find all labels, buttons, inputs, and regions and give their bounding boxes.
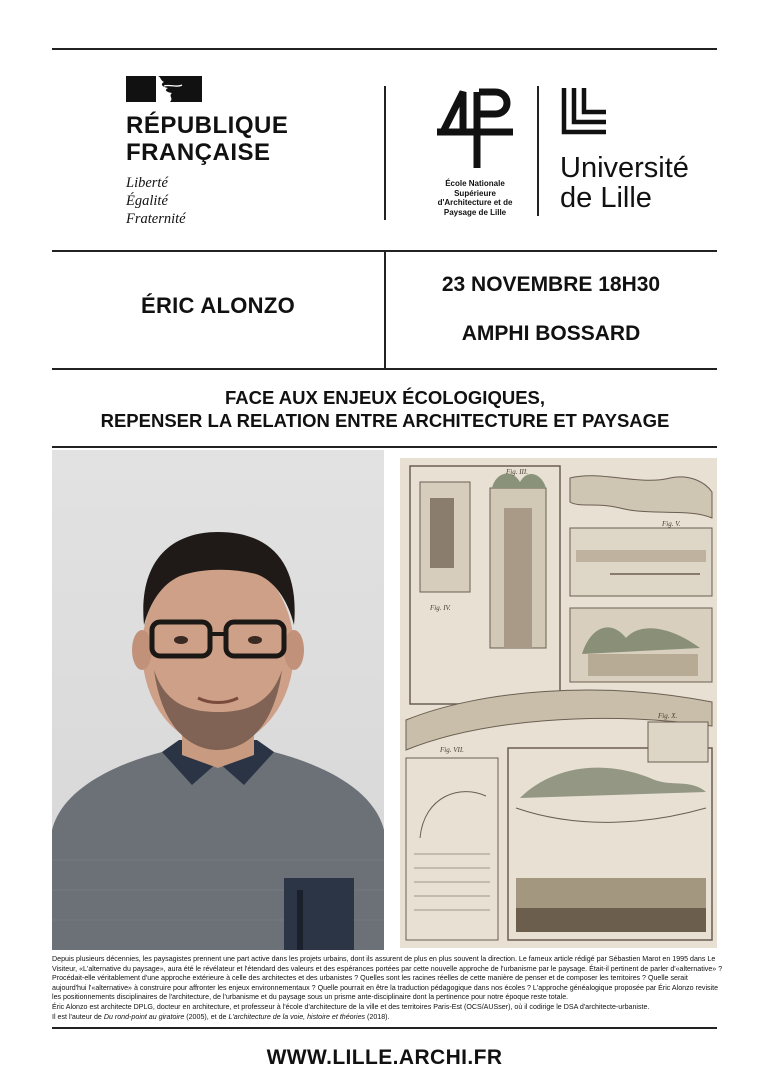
speaker-name: ÉRIC ALONZO: [140, 293, 296, 318]
event-venue: AMPHI BOSSARD: [461, 322, 641, 345]
engraving-fig10: Fig. X.: [658, 712, 678, 720]
engraving-fig5: Fig. V.: [662, 520, 681, 528]
website-link[interactable]: WWW.LILLE.ARCHI.FR: [266, 1046, 503, 1069]
motto-liberte: Liberté: [126, 175, 168, 191]
talk-title-line1: FACE AUX ENJEUX ÉCOLOGIQUES,: [224, 387, 546, 408]
ensap-line3: d'Architecture et de: [437, 198, 513, 207]
marianne-profile-icon: [158, 76, 202, 102]
description-paragraph-1: Depuis plusieurs décennies, les paysagistes prennent une part active dans les projets urbains, dont ils assurent de plus en plus souvent la direction. Le fameux article rédigé par Sébastien Marot en 1995 dans Le Visiteur, «L'alternative du paysage», aura été le révélateur et l'étendard des valeurs et des espérances portées par cette nouvelle approche de l'urbanisme par le paysage. Était-il pertinent de parler d'«alternative» ? Procédait-elle véritablement d'une approche extérieure à celle des architectes et des urbanistes ? Quelles sont les racines réelles de cette manière de penser et de composer les territoires ? Quelle serait aujourd'hui l'«alternative» à construire pour affronter les enjeux environnementaux ? Quelle pourrait en être la traduction pédagogique dans nos écoles ? L'approche généalogique proposée par Éric Alonzo revisite les positionnements disciplinaires de l'architecture, de l'urbanisme et du paysage sous un prisme ante-disciplinaire dont la pertinence pour notre époque reste totale.: [52, 955, 723, 1002]
ensap-line4: Paysage de Lille: [443, 207, 507, 217]
bio-text-mid: (2005), et de: [184, 1012, 229, 1021]
republique-francaise-logo: [126, 76, 346, 228]
ensap-line1: École Nationale: [445, 179, 505, 188]
engraving-illustration: [400, 458, 717, 948]
speaker-portrait: [52, 450, 384, 950]
talk-title: [40, 386, 730, 432]
title-bottom-rule: [52, 446, 717, 448]
description-paragraph-2: Éric Alonzo est architecte DPLG, docteur en architecture, et professeur à l'école d'architecture de la ville et des territoires Paris-Est (OCS/AUSser), où il codirige le DSA d'architecte-urbaniste.: [52, 1002, 650, 1011]
event-divider: [384, 251, 386, 368]
ulille-line2: de Lille: [560, 182, 652, 214]
description: [52, 955, 724, 1022]
ulille-line1: Université: [560, 152, 689, 184]
bio-text-pre: Il est l'auteur de: [52, 1012, 104, 1021]
book-title-2: L'architecture de la voie, histoire et théories: [228, 1012, 366, 1021]
description-paragraph-3: [52, 1013, 724, 1023]
ensap-line2: Supérieure: [454, 188, 496, 198]
talk-title-line2: REPENSER LA RELATION ENTRE ARCHITECTURE ET PAYSAGE: [100, 410, 670, 431]
logo-divider: [537, 86, 539, 216]
event-bottom-rule: [52, 368, 717, 370]
book-title-1: Du rond-point au giratoire: [103, 1012, 185, 1021]
footer-rule: [52, 1027, 717, 1029]
top-rule: [52, 48, 717, 50]
ensap-lille-logo: [424, 88, 526, 217]
bio-text-post: (2018).: [365, 1012, 390, 1021]
ulille-lines-icon: [560, 88, 610, 142]
marianne-emblem: [126, 76, 346, 104]
rf-title-line2: FRANÇAISE: [126, 139, 271, 166]
engraving-fig4: Fig. IV.: [430, 604, 451, 612]
header-divider: [384, 86, 386, 220]
event-date: 23 NOVEMBRE 18H30: [441, 273, 661, 296]
motto-fraternite: Fraternité: [126, 211, 186, 227]
engraving-fig7: Fig. VII.: [440, 746, 464, 754]
ensap-monogram-icon: [433, 88, 517, 168]
motto-egalite: Égalité: [126, 193, 168, 209]
universite-lille-logo: [560, 88, 720, 213]
rf-title-line1: RÉPUBLIQUE: [126, 112, 289, 139]
engraving-fig3: Fig. III.: [506, 468, 528, 476]
emblem-block-icon: [126, 76, 156, 102]
